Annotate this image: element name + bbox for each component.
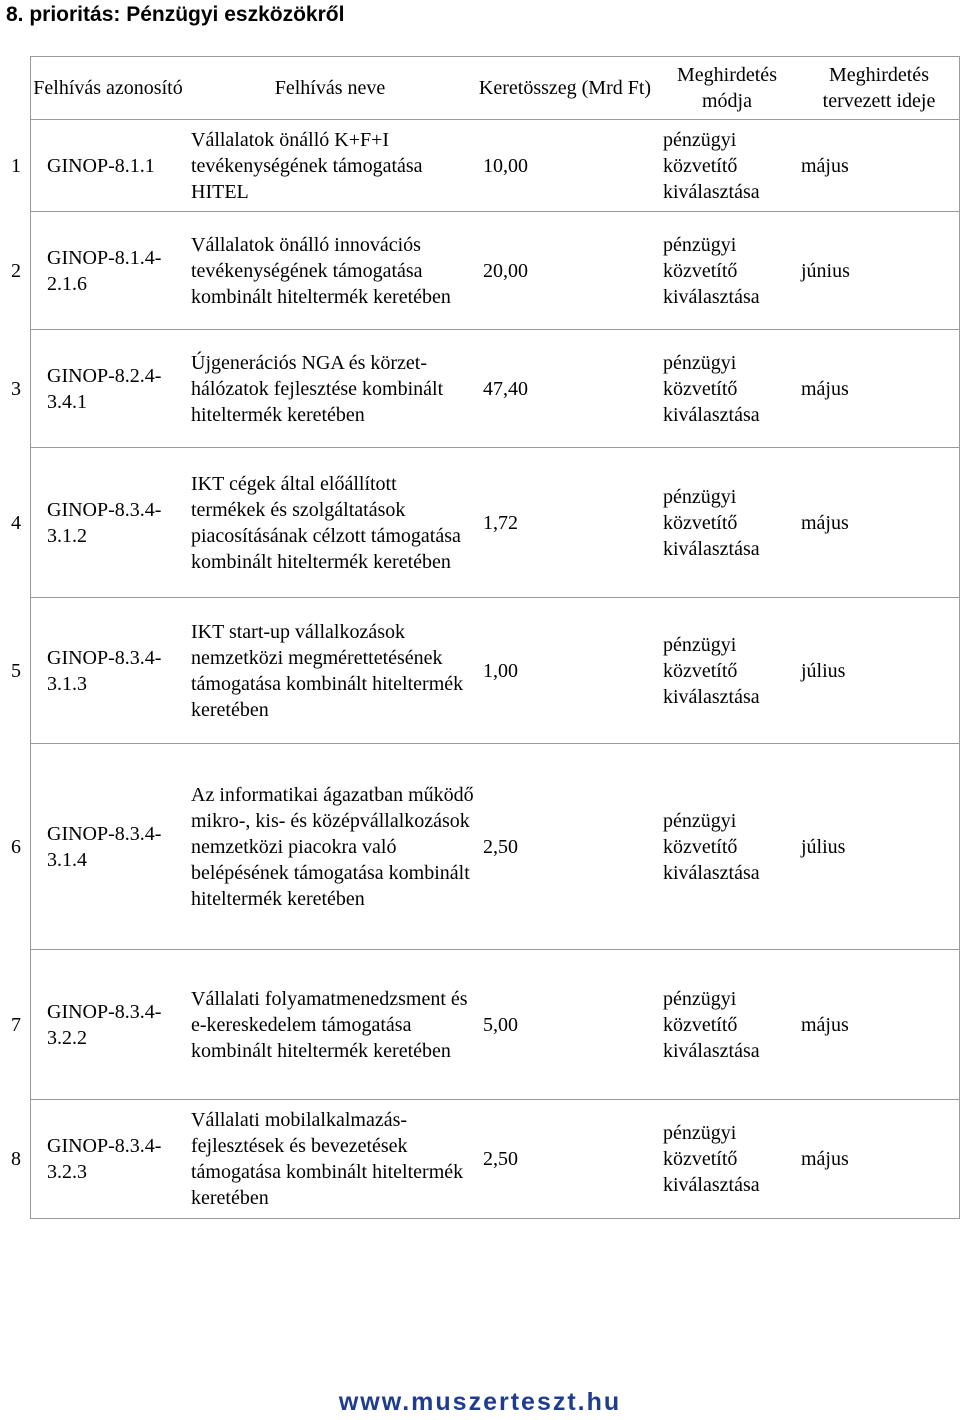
table-row <box>31 598 959 744</box>
id-cell <box>11 950 185 1100</box>
call-name: IKT cégek által előállított termékek és szolgáltatások piacosításának célzott támogatása kombinált hiteltermék keretében <box>185 448 475 598</box>
table-row <box>31 744 959 950</box>
call-amount: 5,00 <box>475 950 655 1100</box>
row-number: 5 <box>11 659 21 682</box>
call-time: május <box>799 120 959 212</box>
id-cell <box>11 212 185 330</box>
call-id: GINOP-8.3.4-3.1.3 <box>47 646 162 695</box>
call-amount: 10,00 <box>475 120 655 212</box>
call-id: GINOP-8.2.4-3.4.1 <box>47 364 162 413</box>
call-name: Vállalati mobilalkalmazás-fejlesztések és bevezetések támogatása kombinált hiteltermék keretében <box>191 1109 464 1209</box>
call-amount: 20,00 <box>475 212 655 330</box>
call-amount: 1,72 <box>475 448 655 598</box>
call-amount: 1,00 <box>475 598 655 744</box>
footer-link[interactable]: www.muszerteszt.hu <box>338 1388 622 1416</box>
call-time: június <box>799 212 959 330</box>
call-name: IKT start-up vállalkozások nemzetközi megmérettetésének támogatása kombinált hiteltermék keretében <box>185 598 475 744</box>
call-id: GINOP-8.1.4-2.1.6 <box>47 246 162 295</box>
row-number: 7 <box>11 1013 21 1036</box>
header-amount: Keretösszeg (Mrd Ft) <box>475 57 655 120</box>
table-row <box>31 120 959 212</box>
call-mode: pénzügyi közvetítő kiválasztása <box>655 212 799 330</box>
call-time: július <box>799 744 959 950</box>
table-row <box>31 330 959 448</box>
header-mode: Meghirdetés módja <box>655 57 799 120</box>
call-name: Vállalati folyamatmenedzsment és e-kereskedelem támogatása kombinált hiteltermék keretében <box>185 950 475 1100</box>
table-row <box>31 1100 959 1218</box>
call-name: Az informatikai ágazatban működő mikro-, kis- és középvállalkozások nemzetközi piacokra való belépésének támogatása kombinált hiteltermék keretében <box>185 744 475 950</box>
call-time: május <box>799 330 959 448</box>
call-name: Vállalatok önálló K+F+I tevékenységének támogatása HITEL <box>185 120 475 212</box>
call-amount: 2,50 <box>483 1148 518 1170</box>
row-number: 1 <box>11 154 21 177</box>
header-id: Felhívás azonosító <box>31 57 185 120</box>
header-time: Meghirdetés tervezett ideje <box>799 57 959 120</box>
call-amount: 47,40 <box>475 330 655 448</box>
call-id: GINOP-8.3.4-3.1.2 <box>47 498 162 547</box>
call-id: GINOP-8.3.4-3.2.3 <box>47 1135 162 1183</box>
table-row <box>31 448 959 598</box>
id-cell <box>11 448 185 598</box>
table-row <box>31 950 959 1100</box>
call-mode: pénzügyi közvetítő kiválasztása <box>655 950 799 1100</box>
table-row <box>31 212 959 330</box>
id-cell <box>11 598 185 744</box>
call-time: május <box>799 448 959 598</box>
call-mode: pénzügyi közvetítő kiválasztása <box>655 598 799 744</box>
header-name: Felhívás neve <box>185 57 475 120</box>
row-number: 6 <box>11 835 21 858</box>
call-id: GINOP-8.1.1 <box>47 154 155 177</box>
call-time: július <box>799 598 959 744</box>
table-header-row <box>31 57 959 120</box>
call-mode: pénzügyi közvetítő kiválasztása <box>655 330 799 448</box>
id-cell <box>11 120 185 212</box>
call-id: GINOP-8.3.4-3.1.4 <box>47 822 162 871</box>
row-number: 4 <box>11 511 21 534</box>
call-time: május <box>801 1148 849 1170</box>
call-mode: pénzügyi közvetítő kiválasztása <box>663 1122 760 1196</box>
id-cell <box>11 744 185 950</box>
id-cell <box>11 1100 185 1218</box>
row-number: 3 <box>11 377 21 400</box>
row-number: 8 <box>11 1148 21 1170</box>
call-mode: pénzügyi közvetítő kiválasztása <box>655 744 799 950</box>
calls-table <box>11 56 960 1219</box>
call-mode: pénzügyi közvetítő kiválasztása <box>655 448 799 598</box>
call-name: Újgenerációs NGA és körzet-hálózatok fejlesztése kombinált hiteltermék keretében <box>185 330 475 448</box>
call-name: Vállalatok önálló innovációs tevékenységének támogatása kombinált hiteltermék keretében <box>185 212 475 330</box>
call-time: május <box>799 950 959 1100</box>
row-number: 2 <box>11 259 21 282</box>
id-cell <box>11 330 185 448</box>
call-mode: pénzügyi közvetítő kiválasztása <box>655 120 799 212</box>
page-title: 8. prioritás: Pénzügyi eszközökről <box>6 3 345 26</box>
call-amount: 2,50 <box>475 744 655 950</box>
call-id: GINOP-8.3.4-3.2.2 <box>47 1000 162 1049</box>
